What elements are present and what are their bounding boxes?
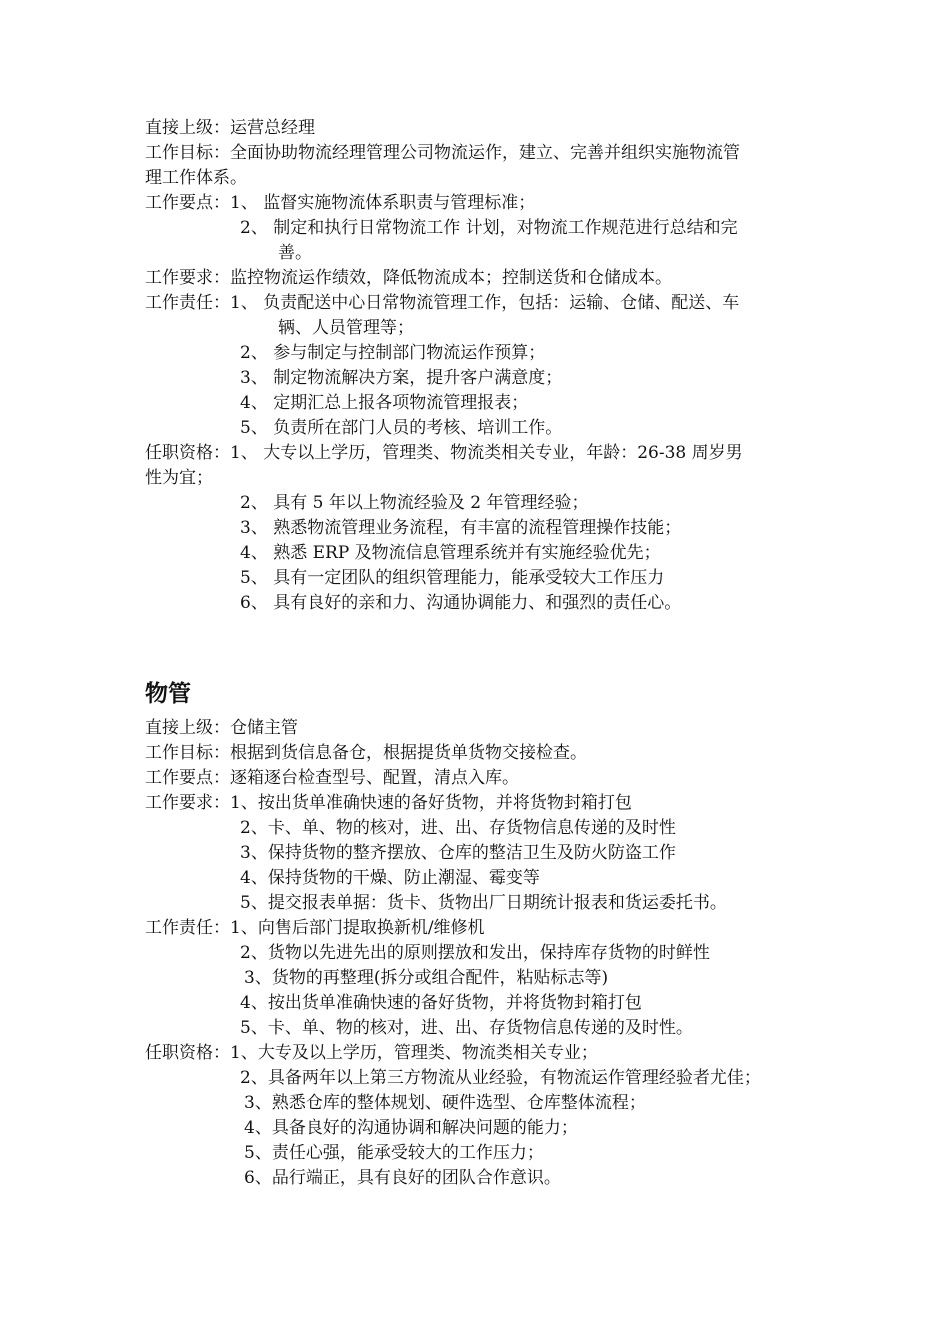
responsibility-item: 4、按出货单准确快速的备好货物，并将货物封箱打包: [240, 993, 642, 1013]
supervisor-line: 直接上级：仓储主管: [145, 718, 298, 738]
qualification-item: 4、 熟悉 ERP 及物流信息管理系统并有实施经验优先；: [240, 543, 661, 563]
points-line: 工作要点：1、 监督实施物流体系职责与管理标准；: [145, 193, 536, 213]
requirement-item: 3、保持货物的整齐摆放、仓库的整洁卫生及防火防盗工作: [240, 843, 676, 863]
responsibility-item: 4、 定期汇总上报各项物流管理报表；: [240, 393, 529, 413]
requirement-item: 5、提交报表单据：货卡、货物出厂日期统计报表和货运委托书。: [240, 893, 727, 913]
qualification-item: 2、 具有 5 年以上物流经验及 2 年管理经验；: [240, 493, 589, 513]
responsibility-item: 2、 参与制定与控制部门物流运作预算；: [240, 343, 546, 363]
goal-line-cont: 理工作体系。: [145, 168, 247, 188]
responsibility-item-cont: 辆、人员管理等；: [278, 318, 414, 338]
responsibility-line: 工作责任：1、向售后部门提取换新机/维修机: [145, 918, 485, 938]
responsibility-item: 3、货物的再整理(拆分或组合配件，粘贴标志等): [244, 968, 609, 988]
qualification-line: 任职资格：1、 大专以上学历，管理类、物流类相关专业，年龄：26-38 周岁男: [145, 443, 743, 463]
qualification-line-cont: 性为宜；: [145, 468, 213, 488]
requirement-item: 2、卡、单、物的核对，进、出、存货物信息传递的及时性: [240, 818, 676, 838]
requirement-item: 4、保持货物的干燥、防止潮湿、霉变等: [240, 868, 540, 888]
points-item-cont: 善。: [278, 243, 312, 263]
requirement-line: 工作要求：1、按出货单准确快速的备好货物，并将货物封箱打包: [145, 793, 632, 813]
qualification-item: 6、 具有良好的亲和力、沟通协调能力、和强烈的责任心。: [240, 593, 682, 613]
responsibility-item: 5、 负责所在部门人员的考核、培训工作。: [240, 418, 563, 438]
points-item: 2、 制定和执行日常物流工作 计划，对物流工作规范进行总结和完: [240, 218, 738, 238]
qualification-item: 5、 具有一定团队的组织管理能力，能承受较大工作压力: [240, 568, 665, 588]
qualification-item: 6、品行端正，具有良好的团队合作意识。: [244, 1168, 561, 1188]
qualification-item: 3、 熟悉物流管理业务流程，有丰富的流程管理操作技能；: [240, 518, 682, 538]
goal-line: 工作目标：根据到货信息备仓，根据提货单货物交接检查。: [145, 743, 587, 763]
goal-line: 工作目标：全面协助物流经理管理公司物流运作，建立、完善并组织实施物流管: [145, 143, 740, 163]
requirement-line: 工作要求：监控物流运作绩效，降低物流成本；控制送货和仓储成本。: [145, 268, 672, 288]
qualification-item: 3、熟悉仓库的整体规划、硬件选型、仓库整体流程；: [244, 1093, 646, 1113]
responsibility-item: 2、货物以先进先出的原则摆放和发出，保持库存货物的时鲜性: [240, 943, 710, 963]
qualification-item: 2、具备两年以上第三方物流从业经验，有物流运作管理经验者尤佳；: [240, 1068, 761, 1088]
responsibility-item: 3、 制定物流解决方案，提升客户满意度；: [240, 368, 563, 388]
qualification-item: 5、责任心强，能承受较大的工作压力；: [244, 1143, 544, 1163]
qualification-line: 任职资格：1、大专及以上学历，管理类、物流类相关专业；: [145, 1043, 598, 1063]
responsibility-item: 5、卡、单、物的核对，进、出、存货物信息传递的及时性。: [240, 1018, 693, 1038]
points-line: 工作要点：逐箱逐台检查型号、配置，清点入库。: [145, 768, 519, 788]
qualification-item: 4、具备良好的沟通协调和解决问题的能力；: [244, 1118, 578, 1138]
supervisor-line: 直接上级：运营总经理: [145, 118, 315, 138]
responsibility-line: 工作责任：1、 负责配送中心日常物流管理工作，包括：运输、仓储、配送、车: [145, 293, 740, 313]
section-heading: 物管: [145, 681, 191, 707]
